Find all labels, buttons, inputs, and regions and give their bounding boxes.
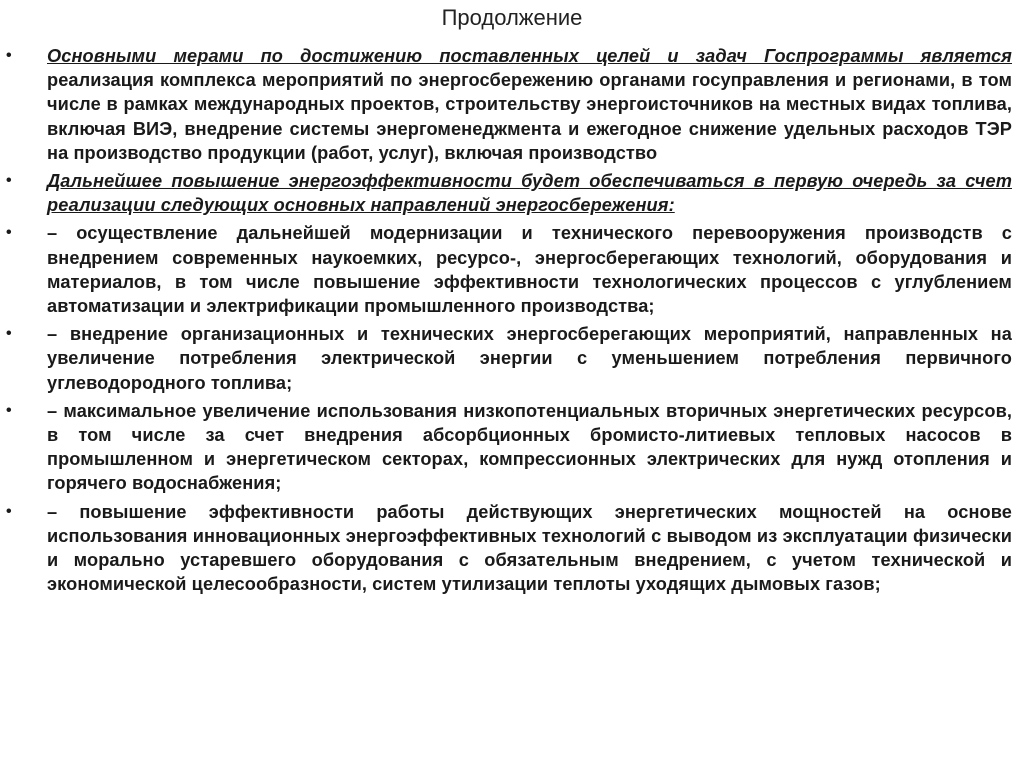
bullet-marker: • — [6, 224, 12, 242]
bullet-text: – осуществление дальнейшей модернизации и технического перевооружения производств с внедрением современных наукоемких, ресурсо-, энергосберегающих технологий, оборудования и материалов, в том числе повышение эффективности технологических процессов с углублением автоматизации и электрификации промышленного производства; — [47, 223, 1012, 317]
bullet-item — [0, 322, 1024, 395]
bullet-text: реализация комплекса мероприятий по энергосбережению органами госуправления и регионами, в том числе в рамках международных проектов, строительству энергоисточников на местных видах топлива, включая ВИЭ, внедрение системы энергоменеджмента и ежегодное снижение удельных расходов ТЭР на производство продукции (работ, услуг), включая производство — [47, 70, 1012, 163]
bullet-item — [0, 169, 1024, 217]
bullet-text: – внедрение организационных и технических энергосберегающих мероприятий, направленных на увеличение потребления электрической энергии с уменьшением потребления первичного углеводородного топлива; — [47, 324, 1012, 393]
bullet-text: – максимальное увеличение использования низкопотенциальных вторичных энергетических ресурсов, в том числе за счет внедрения абсорбционных бромисто-литиевых тепловых насосов в промышленном и энергетическом секторах, компрессионных электрических для нужд отопления и горячего водоснабжения; — [47, 400, 1012, 494]
bullet-marker: • — [6, 172, 12, 190]
bullet-item — [0, 44, 1024, 165]
slide-title: Продолжение — [441, 5, 583, 30]
bullet-marker: • — [6, 401, 12, 419]
bullet-marker: • — [6, 47, 12, 64]
bullet-text: – повышение эффективности работы действующих энергетических мощностей на основе использования инновационных энергоэффективных технологий с выводом из эксплуатации физически и морально устаревшего оборудования с обязательным внедрением, с учетом технической и экономической целесообразности, систем утилизации теплоты уходящих дымовых газов; — [47, 501, 1012, 595]
bullet-item — [0, 500, 1024, 597]
bullet-item — [0, 221, 1024, 318]
bullet-lead: Основными мерами по достижению поставленных целей и задач Госпрограммы является — [47, 46, 1012, 66]
bullet-marker: • — [6, 502, 12, 520]
bullet-list — [0, 44, 1024, 600]
bullet-lead: Дальнейшее повышение энергоэффективности будет обеспечиваться в первую очередь за счет реализации следующих основных направлений энергосбережения: — [47, 171, 1012, 216]
bullet-item — [0, 399, 1024, 496]
bullet-marker: • — [6, 325, 12, 343]
